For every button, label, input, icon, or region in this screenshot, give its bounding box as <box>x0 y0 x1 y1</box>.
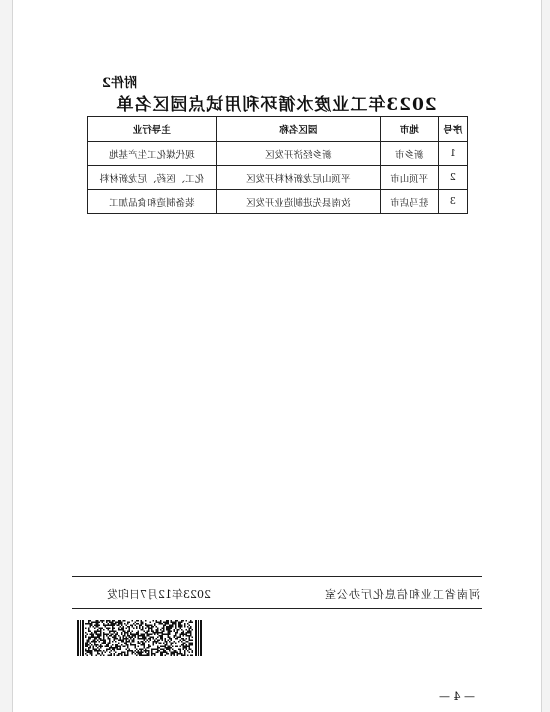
header-industry: 主导行业 <box>88 117 217 142</box>
table-header-row <box>88 117 468 142</box>
cell-park-name: 汝南县先进制造业开发区 <box>216 190 380 214</box>
cell-park-name: 平顶山尼龙新材料开发区 <box>216 166 380 190</box>
issue-date: 2023年12月7日印发 <box>107 588 211 601</box>
cell-industry: 现代煤化工生产基地 <box>88 142 217 166</box>
issuing-office: 河南省工业和信息化厅办公室 <box>324 588 480 601</box>
page-number: — 4 — <box>439 690 475 703</box>
document-title: 2023年工业废水循环利用试点园区名单 <box>115 95 437 115</box>
table-row <box>88 142 468 166</box>
table-row <box>88 190 468 214</box>
cell-index: 2 <box>438 166 467 190</box>
cell-index: 3 <box>438 190 467 214</box>
annex-label: 附件2 <box>101 76 137 91</box>
footer-top-rule <box>72 576 482 577</box>
footer-bottom-rule <box>72 608 482 609</box>
document-page <box>12 0 542 712</box>
cell-park-name: 新乡经济开发区 <box>216 142 380 166</box>
header-index: 序号 <box>438 117 467 142</box>
mirrored-scan <box>13 0 541 712</box>
park-list-table <box>87 116 468 214</box>
header-city: 地市 <box>380 117 438 142</box>
barcode-image <box>77 620 202 656</box>
cell-industry: 装备制造和食品加工 <box>88 190 217 214</box>
header-park-name: 园区名称 <box>216 117 380 142</box>
cell-city: 驻马店市 <box>380 190 438 214</box>
cell-industry: 化工、医药、尼龙新材料 <box>88 166 217 190</box>
cell-city: 新乡市 <box>380 142 438 166</box>
cell-city: 平顶山市 <box>380 166 438 190</box>
cell-index: 1 <box>438 142 467 166</box>
table-row <box>88 166 468 190</box>
